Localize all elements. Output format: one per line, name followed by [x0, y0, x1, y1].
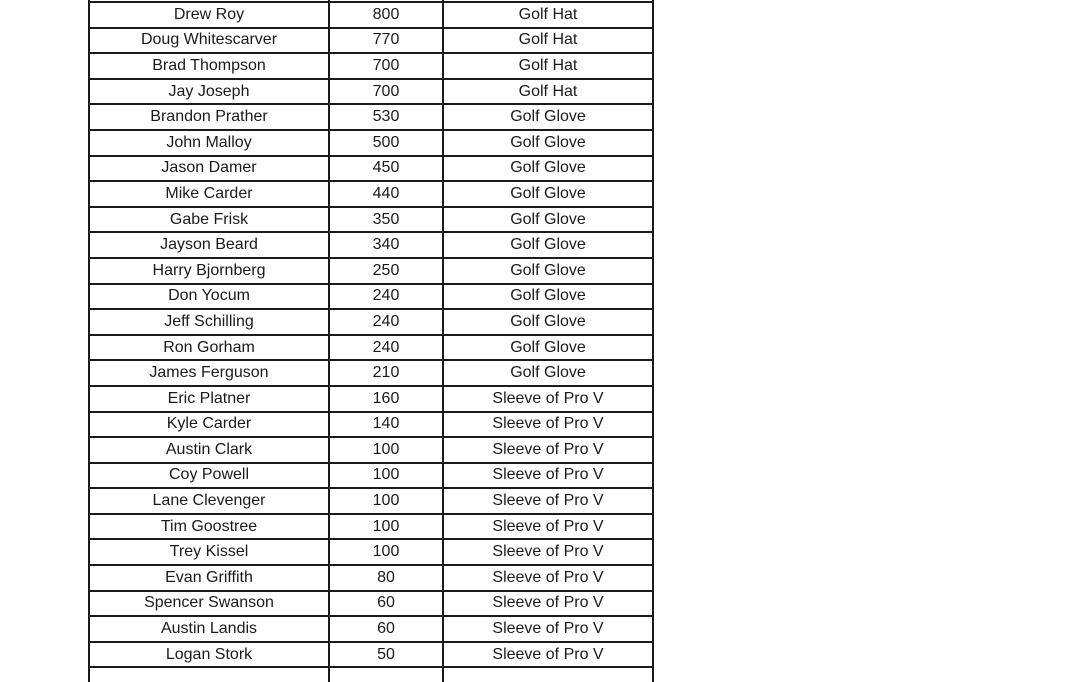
player-name-cell: Jeff Schilling [89, 309, 329, 335]
table-row [89, 232, 653, 258]
prize-cell: Golf Glove [443, 130, 653, 156]
prize-cell: Sleeve of Pro V [443, 488, 653, 514]
player-name-cell: Harry Bjornberg [89, 258, 329, 284]
score-cell: 100 [329, 488, 443, 514]
prize-cell: Golf Hat [443, 79, 653, 105]
player-name-cell: Austin Clark [89, 437, 329, 463]
prize-cell: Sleeve of Pro V [443, 514, 653, 540]
score-cell: 60 [329, 616, 443, 642]
player-name-cell: Doug Whitescarver [89, 28, 329, 54]
table-row [89, 207, 653, 233]
table-row [89, 437, 653, 463]
score-cell: 770 [329, 28, 443, 54]
table-row [89, 616, 653, 642]
prize-cell: Sleeve of Pro V [443, 616, 653, 642]
player-name-cell: Jason Damer [89, 156, 329, 182]
score-cell: 210 [329, 360, 443, 386]
table-row [89, 539, 653, 565]
prize-cell: Golf Glove [443, 284, 653, 310]
table-row [89, 488, 653, 514]
player-name-cell: Brad Thompson [89, 53, 329, 79]
score-cell: 800 [329, 2, 443, 28]
score-cell: 250 [329, 258, 443, 284]
prize-table [88, 0, 654, 682]
score-cell: 340 [329, 232, 443, 258]
prize-cell: Sleeve of Pro V [443, 642, 653, 668]
player-name-cell: Jay Joseph [89, 79, 329, 105]
score-cell: 60 [329, 591, 443, 617]
table-row [89, 412, 653, 438]
score-cell: 240 [329, 335, 443, 361]
table-row [89, 258, 653, 284]
prize-cell: Golf Hat [443, 2, 653, 28]
player-name-cell: Logan Stork [89, 642, 329, 668]
score-cell: 140 [329, 412, 443, 438]
table-row [89, 309, 653, 335]
table-row [89, 284, 653, 310]
score-cell: 440 [329, 181, 443, 207]
table-row [89, 335, 653, 361]
player-name-cell: Evan Griffith [89, 565, 329, 591]
score-cell: 80 [329, 565, 443, 591]
player-name-cell: Coy Powell [89, 463, 329, 489]
score-cell: 240 [329, 309, 443, 335]
prize-cell: Golf Glove [443, 181, 653, 207]
score-cell: 100 [329, 514, 443, 540]
prize-cell: Sleeve of Pro V [443, 412, 653, 438]
player-name-cell: Lane Clevenger [89, 488, 329, 514]
prize-cell: Sleeve of Pro V [443, 539, 653, 565]
score-cell: 450 [329, 156, 443, 182]
table-row [89, 386, 653, 412]
player-name-cell: Brandon Prather [89, 104, 329, 130]
prize-cell: Golf Glove [443, 156, 653, 182]
table-row [89, 642, 653, 668]
player-name-cell: Don Yocum [89, 284, 329, 310]
score-cell: 160 [329, 386, 443, 412]
prize-cell: Golf Hat [443, 28, 653, 54]
table-row [89, 156, 653, 182]
player-name-cell: Ron Gorham [89, 335, 329, 361]
score-cell: 100 [329, 463, 443, 489]
score-cell: 530 [329, 104, 443, 130]
player-name-cell: Drew Roy [89, 2, 329, 28]
score-cell: 700 [329, 53, 443, 79]
prize-cell: Sleeve of Pro V [443, 565, 653, 591]
score-cell: 700 [329, 79, 443, 105]
score-cell: 100 [329, 437, 443, 463]
table-row [89, 514, 653, 540]
player-name-cell: Gabe Frisk [89, 207, 329, 233]
table-row [89, 130, 653, 156]
table-row [89, 565, 653, 591]
prize-cell: Golf Glove [443, 258, 653, 284]
player-name-cell: John Malloy [89, 130, 329, 156]
player-name-cell: Mike Carder [89, 181, 329, 207]
table-row [89, 53, 653, 79]
prize-cell: Sleeve of Pro V [443, 386, 653, 412]
prize-cell: Golf Hat [443, 53, 653, 79]
prize-cell: Golf Glove [443, 104, 653, 130]
table-row [89, 360, 653, 386]
prize-cell: Golf Glove [443, 232, 653, 258]
prize-table-body [89, 0, 653, 682]
table-row [89, 181, 653, 207]
prize-cell: Golf Glove [443, 207, 653, 233]
player-name-cell: Spencer Swanson [89, 591, 329, 617]
prize-cell: Golf Glove [443, 335, 653, 361]
score-cell: 240 [329, 284, 443, 310]
score-cell: 50 [329, 642, 443, 668]
table-row [89, 591, 653, 617]
player-name-cell: Kyle Carder [89, 412, 329, 438]
table-row [89, 28, 653, 54]
player-name-cell: Eric Platner [89, 386, 329, 412]
prize-cell: Sleeve of Pro V [443, 437, 653, 463]
prize-cell: Sleeve of Pro V [443, 463, 653, 489]
table-row [89, 2, 653, 28]
player-name-cell: Jayson Beard [89, 232, 329, 258]
score-cell: 500 [329, 130, 443, 156]
player-name-cell: Trey Kissel [89, 539, 329, 565]
player-name-cell: James Ferguson [89, 360, 329, 386]
score-cell: 350 [329, 207, 443, 233]
player-name-cell: Tim Goostree [89, 514, 329, 540]
score-cell: 100 [329, 539, 443, 565]
prize-cell: Golf Glove [443, 309, 653, 335]
prize-cell: Golf Glove [443, 360, 653, 386]
table-row [89, 104, 653, 130]
prize-cell: Sleeve of Pro V [443, 591, 653, 617]
table-row [89, 79, 653, 105]
table-row [89, 463, 653, 489]
player-name-cell: Austin Landis [89, 616, 329, 642]
